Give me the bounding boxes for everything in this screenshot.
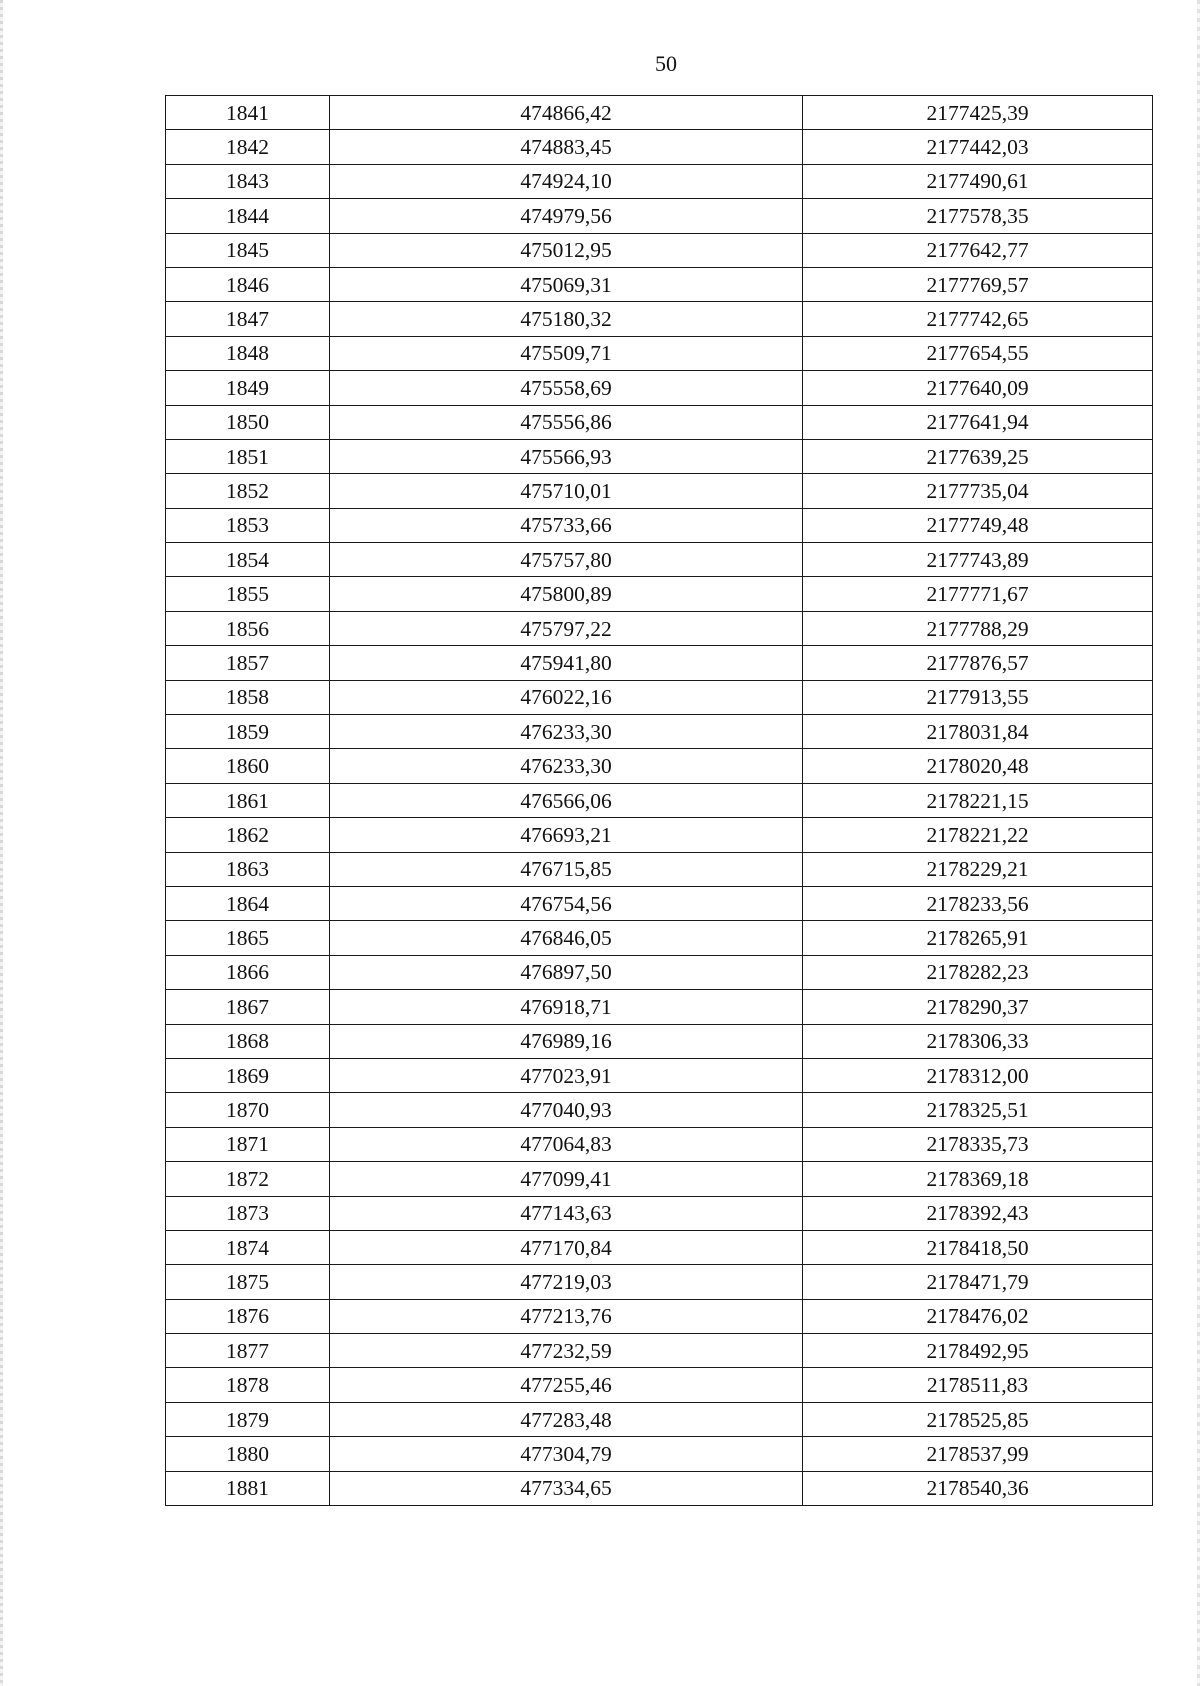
- y-coordinate-cell: 2178476,02: [803, 1299, 1153, 1333]
- point-number-cell: 1880: [166, 1437, 330, 1471]
- point-number-cell: 1859: [166, 715, 330, 749]
- table-row: [166, 439, 1153, 473]
- x-coordinate-cell: 477255,46: [330, 1368, 803, 1402]
- x-coordinate-cell: 477170,84: [330, 1230, 803, 1264]
- x-coordinate-cell: 475556,86: [330, 405, 803, 439]
- table-row: [166, 1196, 1153, 1230]
- table-row: [166, 1127, 1153, 1161]
- point-number-cell: 1869: [166, 1058, 330, 1092]
- table-row: [166, 852, 1153, 886]
- y-coordinate-cell: 2177913,55: [803, 680, 1153, 714]
- scan-edge-left: [0, 0, 3, 1686]
- y-coordinate-cell: 2178312,00: [803, 1058, 1153, 1092]
- x-coordinate-cell: 476846,05: [330, 921, 803, 955]
- y-coordinate-cell: 2177654,55: [803, 336, 1153, 370]
- x-coordinate-cell: 477023,91: [330, 1058, 803, 1092]
- x-coordinate-cell: 475710,01: [330, 474, 803, 508]
- y-coordinate-cell: 2177788,29: [803, 611, 1153, 645]
- y-coordinate-cell: 2177578,35: [803, 199, 1153, 233]
- point-number-cell: 1851: [166, 439, 330, 473]
- table-row: [166, 577, 1153, 611]
- point-number-cell: 1849: [166, 371, 330, 405]
- point-number-cell: 1870: [166, 1093, 330, 1127]
- y-coordinate-cell: 2177771,67: [803, 577, 1153, 611]
- table-row: [166, 783, 1153, 817]
- table-row: [166, 1402, 1153, 1436]
- x-coordinate-cell: 475733,66: [330, 508, 803, 542]
- x-coordinate-cell: 476897,50: [330, 955, 803, 989]
- table-row: [166, 715, 1153, 749]
- coordinates-table: [165, 95, 1153, 1506]
- point-number-cell: 1866: [166, 955, 330, 989]
- y-coordinate-cell: 2178525,85: [803, 1402, 1153, 1436]
- y-coordinate-cell: 2177743,89: [803, 543, 1153, 577]
- x-coordinate-cell: 474883,45: [330, 130, 803, 164]
- point-number-cell: 1841: [166, 96, 330, 130]
- table-row: [166, 1230, 1153, 1264]
- x-coordinate-cell: 477219,03: [330, 1265, 803, 1299]
- y-coordinate-cell: 2178540,36: [803, 1471, 1153, 1505]
- table-row: [166, 96, 1153, 130]
- y-coordinate-cell: 2178392,43: [803, 1196, 1153, 1230]
- y-coordinate-cell: 2178325,51: [803, 1093, 1153, 1127]
- y-coordinate-cell: 2178511,83: [803, 1368, 1153, 1402]
- y-coordinate-cell: 2177442,03: [803, 130, 1153, 164]
- y-coordinate-cell: 2177642,77: [803, 233, 1153, 267]
- point-number-cell: 1873: [166, 1196, 330, 1230]
- table-row: [166, 611, 1153, 645]
- x-coordinate-cell: 475180,32: [330, 302, 803, 336]
- point-number-cell: 1848: [166, 336, 330, 370]
- point-number-cell: 1878: [166, 1368, 330, 1402]
- table-row: [166, 990, 1153, 1024]
- x-coordinate-cell: 475797,22: [330, 611, 803, 645]
- x-coordinate-cell: 477232,59: [330, 1334, 803, 1368]
- point-number-cell: 1844: [166, 199, 330, 233]
- point-number-cell: 1846: [166, 267, 330, 301]
- y-coordinate-cell: 2178229,21: [803, 852, 1153, 886]
- point-number-cell: 1856: [166, 611, 330, 645]
- table-row: [166, 1368, 1153, 1402]
- table-row: [166, 543, 1153, 577]
- y-coordinate-cell: 2177640,09: [803, 371, 1153, 405]
- y-coordinate-cell: 2178471,79: [803, 1265, 1153, 1299]
- x-coordinate-cell: 476233,30: [330, 715, 803, 749]
- point-number-cell: 1857: [166, 646, 330, 680]
- x-coordinate-cell: 477064,83: [330, 1127, 803, 1161]
- point-number-cell: 1876: [166, 1299, 330, 1333]
- table-row: [166, 508, 1153, 542]
- point-number-cell: 1881: [166, 1471, 330, 1505]
- x-coordinate-cell: 475757,80: [330, 543, 803, 577]
- table-row: [166, 646, 1153, 680]
- x-coordinate-cell: 477304,79: [330, 1437, 803, 1471]
- point-number-cell: 1872: [166, 1162, 330, 1196]
- x-coordinate-cell: 476918,71: [330, 990, 803, 1024]
- point-number-cell: 1850: [166, 405, 330, 439]
- y-coordinate-cell: 2178290,37: [803, 990, 1153, 1024]
- x-coordinate-cell: 476566,06: [330, 783, 803, 817]
- point-number-cell: 1842: [166, 130, 330, 164]
- table-row: [166, 1058, 1153, 1092]
- y-coordinate-cell: 2177876,57: [803, 646, 1153, 680]
- point-number-cell: 1862: [166, 818, 330, 852]
- y-coordinate-cell: 2178221,22: [803, 818, 1153, 852]
- point-number-cell: 1843: [166, 164, 330, 198]
- point-number-cell: 1847: [166, 302, 330, 336]
- y-coordinate-cell: 2178265,91: [803, 921, 1153, 955]
- point-number-cell: 1868: [166, 1024, 330, 1058]
- x-coordinate-cell: 475558,69: [330, 371, 803, 405]
- x-coordinate-cell: 477040,93: [330, 1093, 803, 1127]
- point-number-cell: 1860: [166, 749, 330, 783]
- point-number-cell: 1855: [166, 577, 330, 611]
- point-number-cell: 1861: [166, 783, 330, 817]
- x-coordinate-cell: 477213,76: [330, 1299, 803, 1333]
- x-coordinate-cell: 477334,65: [330, 1471, 803, 1505]
- table-row: [166, 955, 1153, 989]
- point-number-cell: 1875: [166, 1265, 330, 1299]
- x-coordinate-cell: 475069,31: [330, 267, 803, 301]
- y-coordinate-cell: 2177742,65: [803, 302, 1153, 336]
- x-coordinate-cell: 475800,89: [330, 577, 803, 611]
- table-row: [166, 680, 1153, 714]
- table-row: [166, 749, 1153, 783]
- table-row: [166, 302, 1153, 336]
- y-coordinate-cell: 2178306,33: [803, 1024, 1153, 1058]
- point-number-cell: 1867: [166, 990, 330, 1024]
- table-row: [166, 1265, 1153, 1299]
- y-coordinate-cell: 2178537,99: [803, 1437, 1153, 1471]
- y-coordinate-cell: 2177749,48: [803, 508, 1153, 542]
- point-number-cell: 1874: [166, 1230, 330, 1264]
- table-row: [166, 336, 1153, 370]
- y-coordinate-cell: 2177735,04: [803, 474, 1153, 508]
- y-coordinate-cell: 2178369,18: [803, 1162, 1153, 1196]
- table-row: [166, 474, 1153, 508]
- table-row: [166, 1437, 1153, 1471]
- x-coordinate-cell: 476715,85: [330, 852, 803, 886]
- x-coordinate-cell: 477143,63: [330, 1196, 803, 1230]
- point-number-cell: 1879: [166, 1402, 330, 1436]
- table-row: [166, 886, 1153, 920]
- table-row: [166, 371, 1153, 405]
- table-row: [166, 405, 1153, 439]
- x-coordinate-cell: 477283,48: [330, 1402, 803, 1436]
- table-row: [166, 1334, 1153, 1368]
- table-row: [166, 1024, 1153, 1058]
- y-coordinate-cell: 2177769,57: [803, 267, 1153, 301]
- x-coordinate-cell: 476693,21: [330, 818, 803, 852]
- y-coordinate-cell: 2177490,61: [803, 164, 1153, 198]
- x-coordinate-cell: 476022,16: [330, 680, 803, 714]
- point-number-cell: 1863: [166, 852, 330, 886]
- table-row: [166, 1471, 1153, 1505]
- table-row: [166, 921, 1153, 955]
- x-coordinate-cell: 474924,10: [330, 164, 803, 198]
- table-row: [166, 1299, 1153, 1333]
- y-coordinate-cell: 2178335,73: [803, 1127, 1153, 1161]
- x-coordinate-cell: 475012,95: [330, 233, 803, 267]
- table-row: [166, 1162, 1153, 1196]
- x-coordinate-cell: 475941,80: [330, 646, 803, 680]
- point-number-cell: 1845: [166, 233, 330, 267]
- coordinates-table-body: [166, 96, 1153, 1506]
- y-coordinate-cell: 2178492,95: [803, 1334, 1153, 1368]
- point-number-cell: 1854: [166, 543, 330, 577]
- x-coordinate-cell: 476233,30: [330, 749, 803, 783]
- x-coordinate-cell: 475509,71: [330, 336, 803, 370]
- table-row: [166, 818, 1153, 852]
- y-coordinate-cell: 2178282,23: [803, 955, 1153, 989]
- y-coordinate-cell: 2178233,56: [803, 886, 1153, 920]
- point-number-cell: 1864: [166, 886, 330, 920]
- point-number-cell: 1871: [166, 1127, 330, 1161]
- table-row: [166, 130, 1153, 164]
- table-row: [166, 164, 1153, 198]
- table-row: [166, 1093, 1153, 1127]
- x-coordinate-cell: 476989,16: [330, 1024, 803, 1058]
- table-row: [166, 267, 1153, 301]
- y-coordinate-cell: 2177639,25: [803, 439, 1153, 473]
- x-coordinate-cell: 477099,41: [330, 1162, 803, 1196]
- point-number-cell: 1877: [166, 1334, 330, 1368]
- x-coordinate-cell: 476754,56: [330, 886, 803, 920]
- point-number-cell: 1852: [166, 474, 330, 508]
- y-coordinate-cell: 2177425,39: [803, 96, 1153, 130]
- y-coordinate-cell: 2178418,50: [803, 1230, 1153, 1264]
- x-coordinate-cell: 474979,56: [330, 199, 803, 233]
- point-number-cell: 1865: [166, 921, 330, 955]
- table-row: [166, 233, 1153, 267]
- table-row: [166, 199, 1153, 233]
- x-coordinate-cell: 474866,42: [330, 96, 803, 130]
- x-coordinate-cell: 475566,93: [330, 439, 803, 473]
- page-number: 50: [655, 51, 677, 76]
- y-coordinate-cell: 2178020,48: [803, 749, 1153, 783]
- y-coordinate-cell: 2178031,84: [803, 715, 1153, 749]
- y-coordinate-cell: 2178221,15: [803, 783, 1153, 817]
- point-number-cell: 1853: [166, 508, 330, 542]
- y-coordinate-cell: 2177641,94: [803, 405, 1153, 439]
- point-number-cell: 1858: [166, 680, 330, 714]
